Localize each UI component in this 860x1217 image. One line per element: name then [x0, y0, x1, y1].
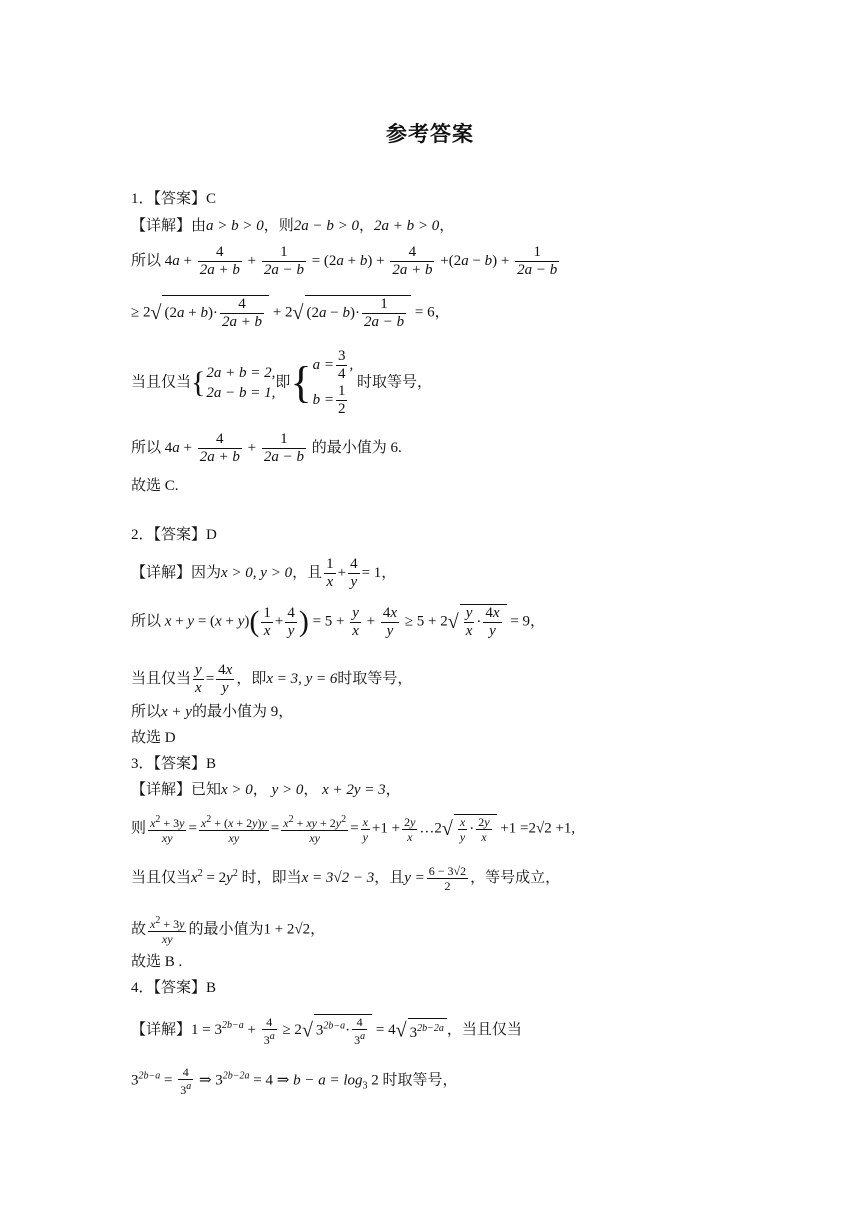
q3-detail-prefix: 【详解】已知: [131, 782, 222, 798]
q4-log-rest: 2 时取等号，: [371, 1072, 458, 1089]
q1-equality-line: 当且仅当{ 2a + b = 2, 2a − b = 1, 即{ a = $\frac{3}{4}$ , b = $\frac{1}{2}$ 时取等号，: [131, 348, 432, 417]
q1-sys1: 2a + b = 2,: [206, 365, 276, 381]
q4-detail-prefix: 【详解】: [131, 1021, 192, 1038]
q1-suoyi-2: 所以: [131, 439, 162, 456]
q1-then: ，则: [263, 218, 294, 234]
q2-shiqu: 时取等号，: [337, 670, 413, 687]
q2-cond: x > 0, y > 0: [221, 564, 293, 581]
q1-a-val: a =: [312, 356, 334, 373]
q2-inequality-line: 所以 x + y = (x + y)( $\frac{1}{x}$ + $\frac{4}{y}$ ) = 5 + $\frac{y}{x}$ + $\frac{4x}{y}$ ≥ 5 + 2√ $\frac{y}{x}$ · $\frac{4x}{y}$ = 9，: [131, 604, 546, 639]
q3-min-prefix: 的最小值为: [188, 921, 264, 938]
q1-cond2: 2a − b > 0: [293, 218, 360, 234]
q3-dangqie: 当且仅当: [131, 870, 192, 886]
q3-gu: 故: [131, 921, 147, 938]
q1-expansion-line: 所以 4a + $\frac{4}{2a + b}$ + $\frac{1}{2a - b}$ = (2a + b) + $\frac{4}{2a + b}$ +(2a − b) + $\frac{1}{2a - b}$: [131, 244, 558, 278]
q1-detail-prefix: 【详解】由: [131, 218, 207, 234]
q3-qie: ，且: [374, 870, 405, 886]
q3-hold: ，等号成立，: [470, 870, 561, 886]
q1-choose: 故选 C.: [131, 478, 179, 494]
q2-min: 所以: [131, 704, 162, 720]
q1-frac-4: $\frac{4}{2a + b}$: [199, 244, 240, 278]
q3-c3: x + 2y = 3: [322, 782, 386, 798]
q1-eq6: = 6，: [414, 304, 450, 321]
q1-shiqu: 时取等号，: [356, 374, 432, 391]
q2-and: ，且: [292, 564, 323, 581]
q1-geq: ≥: [131, 304, 140, 321]
q2-detail-prefix: 【详解】因为: [131, 564, 222, 581]
q1-cond3: 2a + b > 0: [374, 218, 440, 234]
q2-answer: 2．【答案】D: [131, 527, 217, 543]
q3-expansion-line: 则 $\frac{x^2 + 3y}{xy}$ = $\frac{x^2 + (x + 2y)y}{xy}$ = $\frac{x^2 + xy + 2y^2}{xy}$ = $\frac{x}{y}$ +1 + $\frac{2y}{x}$ …2√ $\frac{x}{y}$ · $\frac{2y}{x}$ +1 =2√2 +1,: [131, 814, 576, 845]
q1-inequality-line: ≥ 2√ (2a + b)· $\frac{4}{2a + b}$ + 2√ (2a − b)· $\frac{1}{2a - b}$ = 6，: [131, 296, 450, 330]
q4-dangqie: ，当且仅当: [446, 1021, 522, 1038]
q1-sys2: 2a − b = 1,: [206, 385, 276, 401]
q2-eqpt: x = 3, y = 6: [266, 670, 338, 687]
q2-ji: ，即: [236, 670, 267, 687]
q1-answer: 1．【答案】C: [131, 191, 217, 207]
q3-detail-line: 【详解】已知x > 0， y > 0， x + 2y = 3，: [131, 782, 401, 798]
q1-b-val: b =: [312, 391, 334, 408]
q2-choose: 故选 D: [131, 730, 176, 746]
q4-equality-line: $3^{2b-a}$ = $\frac{4}{3^a}$ ⇒ $3^{2b-2a} = 4$ ⇒ $b - a = \log_3 2$ 时取等号，: [131, 1065, 458, 1097]
q2-min-line: [131, 702, 293, 722]
page-title: 参考答案: [386, 122, 474, 146]
q2-detail-line: 【详解】因为x > 0, y > 0，且 $\frac{1}{x}$ + $\frac{4}{y}$ = 1，: [131, 556, 397, 590]
q3-choose: 故选 B .: [131, 954, 183, 970]
q3-yval: y =: [404, 870, 425, 886]
q1-dangqie: 当且仅当: [131, 374, 192, 391]
q4-answer: 4．【答案】B: [131, 980, 217, 996]
q1-ji: 即: [275, 374, 291, 391]
q3-c2: y > 0: [271, 782, 304, 798]
q2-suoyi: 所以: [131, 613, 162, 630]
q4-detail-line: 【详解】$1 = 3^{2b-a}$ + $\frac{4}{3^a}$ ≥ 2√ $3^{2b-a}\cdot$ $\frac{4}{3^a}$ = 4√ $3^{2b-2a}$ ，当且仅当: [131, 1014, 522, 1047]
q2-dangqie: 当且仅当: [131, 670, 192, 687]
q3-c1: x > 0: [221, 782, 253, 798]
q3-equality-line: 当且仅当$x^2 = 2y^2$ 时，即当x = 3√2 − 3，且y = $\frac{6 - 3√2}{2}$ ，等号成立，: [131, 864, 561, 894]
q3-answer: 3．【答案】B: [131, 756, 217, 772]
q3-min-line: 故 $\frac{x^2 + 3y}{xy}$ 的最小值为1 + 2√2，: [131, 915, 326, 946]
q1-cond1: a > b > 0: [206, 218, 264, 234]
q2-min-expr: x + y: [161, 704, 192, 720]
q3-min-val: 1 + 2√2，: [263, 921, 326, 938]
q3-xval: x = 3√2 − 3: [301, 870, 375, 886]
q1-min-line: 所以 4a + $\frac{4}{2a + b}$ + $\frac{1}{2a - b}$ 的最小值为 6.: [131, 431, 402, 465]
q1-detail-line: 【详解】由a > b > 0，则2a − b > 0，2a + b > 0，: [131, 218, 455, 234]
q3-ze: 则: [131, 820, 147, 837]
q1-frac-1: $\frac{1}{2a - b}$: [263, 244, 304, 278]
q2-equality-line: 当且仅当 $\frac{y}{x}$ = $\frac{4x}{y}$ ，即x = 3, y = 6时取等号，: [131, 662, 413, 696]
q1-min-suffix: 的最小值为 6.: [311, 439, 402, 456]
q2-min-suffix: 的最小值为 9，: [191, 704, 294, 720]
q1-suoyi: 所以: [131, 252, 162, 269]
q3-shi: 时，即当: [241, 870, 302, 886]
q4-log: b − a = log: [293, 1072, 363, 1089]
q2-eq9: = 9，: [510, 613, 546, 630]
